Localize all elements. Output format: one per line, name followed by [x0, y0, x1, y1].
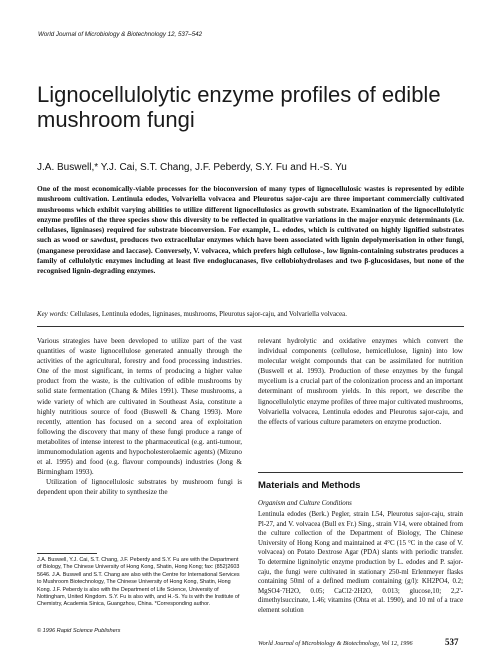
- page-footer: World Journal of Microbiology & Biotechnology, Vol 12, 1996: [258, 640, 413, 647]
- right-column: [258, 336, 463, 427]
- copyright-notice: © 1996 Rapid Science Publishers: [37, 628, 121, 634]
- keywords: [37, 310, 464, 319]
- article-title: Lignocellulolytic enzyme profiles of edible mushroom fungi: [37, 82, 441, 132]
- abstract: One of the most economically-viable processes for the bioconversion of many types of lignocellulosic wastes is represented by edible mushroom cultivation. Lentinula edodes, Volvariella volvacea and Pleurotus sajor-caju are three important commercially cultivated mushrooms which exhibit varying abilities to utilize different lignocellulosics as growth substrate. Examination of the lignocellulolytic enzyme profiles of the three species show this diversity to be reflected in qualitative variations in the major enzymic determinants (i.e. cellulases, ligninases) required for substrate bioconversion. For example, L. edodes, which is cultivated on highly lignified substrates such as wood or sawdust, produces two extracellular enzymes which have been associated with lignin depolymerisation in other fungi, (manganese peroxidase and laccase). Conversely, V. volvacea, which prefers high cellulose-, low lignin-containing substrates produces a family of cellulolytic enzymes including at least five endoglucanases, five cellobiohydrolases and two β-glucosidases, but none of the recognised lignin-degrading enzymes.: [37, 184, 464, 276]
- author-list: J.A. Buswell,* Y.J. Cai, S.T. Chang, J.F. Peberdy, S.Y. Fu and H.-S. Yu: [37, 162, 347, 173]
- divider: [37, 326, 464, 327]
- section-divider: [258, 472, 463, 473]
- right-paragraph: relevant hydrolytic and oxidative enzymes which convert the individual components (cellulose, hemicellulose, lignin) into low molecular weight compounds that can be assimilated for nutrition (Buswell et al. 1993). Production of these enzymes by the fungal mycelium is a crucial part of the colonization process and an important determinant of mushroom yields. In this report, we describe the lignocellulolytic enzyme profiles of three major cultivated mushrooms, Volvariella volvacea, Lentinula edodes and Pleurotus sajor-caju, and the effects of various culture parameters on enzyme production.: [258, 337, 463, 426]
- section-heading: Materials and Methods: [258, 480, 361, 491]
- page-number: 537: [445, 637, 459, 647]
- subsection-heading: Organism and Culture Conditions: [258, 500, 352, 507]
- methods-text: Lentinula edodes (Berk.) Pegler, strain L54, Pleurotus sajor-caju, strain Pl-27, and V. volvacea (Bull ex Fr.) Sing., strain V14, were obtained from the culture collection of the Department of Biology, The Chinese University of Hong Kong and maintained at 4°C (15 °C in the case of V. volvacea) on Potato Dextrose Agar (PDA) slants with periodic transfer. To determine ligninolytic enzyme production by L. edodes and P. sajor-caju, the fungi were cultivated in stationary 250-ml Erlenmeyer flasks containing 50ml of a defined medium containing (g/l): KH2PO4, 0.2; MgSO4·7H2O, 0.05; CaCl2·2H2O, 0.013; glucose,10; 2,2'-dimethylsuccinate, 1.46; vitamins (Ohta et al. 1990), and 10 ml of a trace element solution: [258, 511, 463, 614]
- keywords-text: Cellulases, Lentinula edodes, ligninases, mushrooms, Pleurotus sajor-caju, and Volvariella volvacea.: [70, 311, 347, 318]
- footnote-divider: [37, 553, 97, 554]
- left-paragraph-1: Various strategies have been developed to utilize part of the vast quantities of waste lignocellulose generated annually through the activities of the agricultural, forestry and food processing industries. One of the most significant, in terms of producing a higher value product from the waste, is the cultivation of edible mushrooms by solid state fermentation (Chang & Miles 1991). These mushrooms, a wide variety of which are cultivated in Southeast Asia, constitute a highly nutritious source of food (Buswell & Chang 1993). More recently, attention has focused on a second area of exploitation following the discovery that many of these fungi produce a range of metabolites of intense interest to the pharmaceutical (e.g. anti-tumour, immunomodulation agents and hypocholesterolaemic agents) (Mizuno et al. 1995) and food (e.g. flavour compounds) industries (Jong & Birmingham 1993).: [37, 337, 242, 477]
- affiliation-footnote: J.A. Buswell, Y.J. Cai, S.T. Chang, J.F. Peberdy and S.Y. Fu are with the Department of Biology, The Chinese University of Hong Kong, Shatin, Hong Kong; fax: (852)2603 5646. J.A. Buswell and S.T. Chang are also with the Centre for International Services to Mushroom Biotechnology, The Chinese University of Hong Kong, Shatin, Hong Kong. J.F. Peberdy is also with the Department of Life Science, University of Nottingham, United Kingdom. S.Y. Fu is also with, and H.-S. Yu is with the Institute of Chemistry, Academia Sinica, Guangzhou, China. *Corresponding author.: [37, 557, 240, 608]
- keywords-label: Key words:: [37, 311, 69, 318]
- journal-header: World Journal of Microbiology & Biotechnology 12, 537–542: [38, 31, 203, 38]
- left-column: [37, 336, 242, 498]
- left-paragraph-2: Utilization of lignocellulosic substrates by mushroom fungi is dependent upon their ability to synthesize the: [37, 478, 242, 497]
